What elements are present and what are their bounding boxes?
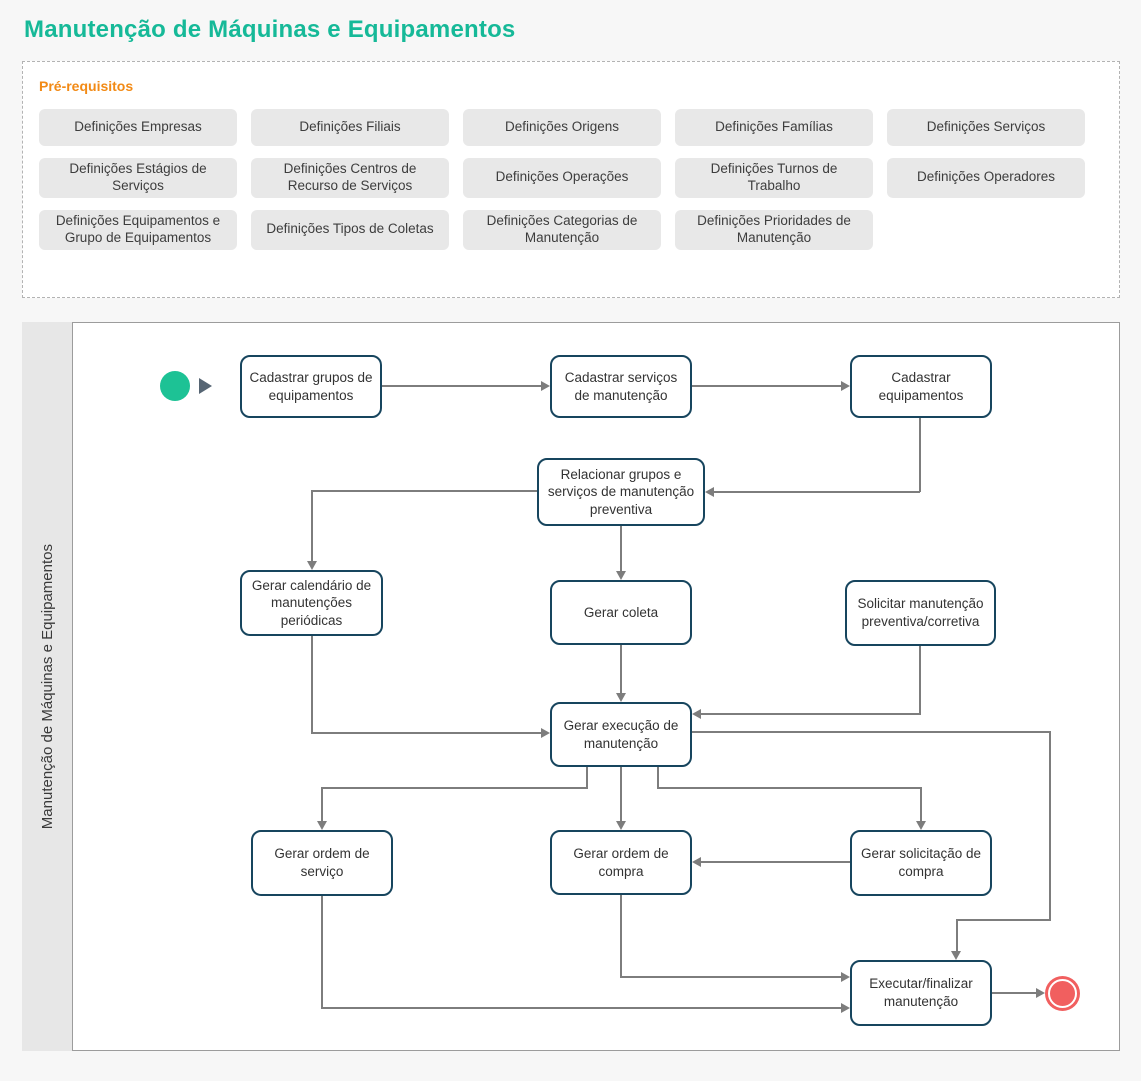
arrowhead-down-icon (616, 821, 626, 830)
arrowhead-down-icon (317, 821, 327, 830)
connector-line (692, 731, 1051, 733)
prereq-button-definicoes-filiais[interactable]: Definições Filiais (251, 109, 449, 146)
connector-line (956, 919, 958, 951)
arrowhead-right-icon (1036, 988, 1045, 998)
arrowhead-left-icon (705, 487, 714, 497)
prereq-button-definicoes-servicos[interactable]: Definições Serviços (887, 109, 1085, 146)
flow-node-cadastrar-servicos-manutencao[interactable]: Cadastrar serviços de manutenção (550, 355, 692, 418)
connector-line (992, 992, 1037, 994)
connector-line (957, 919, 1051, 921)
flow-node-cadastrar-equipamentos[interactable]: Cadastrar equipamentos (850, 355, 992, 418)
flow-node-executar-finalizar-manutencao[interactable]: Executar/finalizar manutenção (850, 960, 992, 1026)
flow-node-solicitar-manutencao[interactable]: Solicitar manutenção preventiva/corretiva (845, 580, 996, 646)
connector-line (620, 976, 841, 978)
prereq-button-definicoes-origens[interactable]: Definições Origens (463, 109, 661, 146)
connector-line (620, 526, 622, 571)
connector-line (713, 491, 920, 493)
connector-line (586, 767, 588, 789)
prereq-button-definicoes-centros-de-recurso[interactable]: Definições Centros de Recurso de Serviços (251, 158, 449, 198)
prerequisites-label: Pré-requisitos (39, 78, 134, 94)
connector-line (701, 861, 850, 863)
flowchart-section (22, 322, 1120, 1051)
connector-line (620, 645, 622, 693)
prereq-button-definicoes-turnos-de-trabalho[interactable]: Definições Turnos de Trabalho (675, 158, 873, 198)
connector-line (311, 490, 313, 561)
prereq-button-definicoes-estagios-de-servicos[interactable]: Definições Estágios de Serviços (39, 158, 237, 198)
flow-node-cadastrar-grupos-equipamentos[interactable]: Cadastrar grupos de equipamentos (240, 355, 382, 418)
connector-line (382, 385, 541, 387)
connector-line (311, 732, 541, 734)
connector-line (657, 767, 659, 789)
arrowhead-down-icon (307, 561, 317, 570)
arrowhead-left-icon (692, 709, 701, 719)
prereq-button-definicoes-operadores[interactable]: Definições Operadores (887, 158, 1085, 198)
arrowhead-right-icon (841, 972, 850, 982)
arrowhead-down-icon (616, 693, 626, 702)
flowchart-canvas (72, 322, 1120, 1051)
arrowhead-right-icon (841, 381, 850, 391)
end-event-ring (1048, 979, 1077, 1008)
connector-line (321, 787, 323, 821)
swimlane-strip (22, 322, 72, 1051)
connector-line (920, 787, 922, 821)
prereq-button-definicoes-prioridades-manutencao[interactable]: Definições Prioridades de Manutenção (675, 210, 873, 250)
connector-line (692, 385, 841, 387)
end-event-icon (1045, 976, 1080, 1011)
connector-line (1049, 731, 1051, 921)
connector-line (620, 895, 622, 978)
connector-line (321, 787, 588, 789)
connector-line (311, 636, 313, 733)
start-event-icon (160, 371, 190, 401)
arrowhead-right-icon (841, 1003, 850, 1013)
flow-node-relacionar-grupos-servicos[interactable]: Relacionar grupos e serviços de manutenção preventiva (537, 458, 705, 526)
arrowhead-down-icon (951, 951, 961, 960)
prereq-button-definicoes-empresas[interactable]: Definições Empresas (39, 109, 237, 146)
flow-node-gerar-calendario[interactable]: Gerar calendário de manutenções periódicas (240, 570, 383, 636)
flow-node-gerar-execucao-manutencao[interactable]: Gerar execução de manutenção (550, 702, 692, 767)
prereq-button-definicoes-tipos-de-coletas[interactable]: Definições Tipos de Coletas (251, 210, 449, 250)
connector-line (321, 1007, 841, 1009)
flow-node-gerar-coleta[interactable]: Gerar coleta (550, 580, 692, 645)
connector-line (620, 767, 622, 821)
flow-node-gerar-ordem-compra[interactable]: Gerar ordem de compra (550, 830, 692, 895)
prereq-button-definicoes-operacoes[interactable]: Definições Operações (463, 158, 661, 198)
connector-line (312, 490, 537, 492)
prereq-button-definicoes-familias[interactable]: Definições Famílias (675, 109, 873, 146)
prerequisites-panel (22, 61, 1120, 298)
prereq-button-definicoes-equipamentos-grupos[interactable]: Definições Equipamentos e Grupo de Equipamentos (39, 210, 237, 250)
connector-line (701, 713, 921, 715)
prerequisites-grid (39, 109, 1085, 250)
page-title: Manutenção de Máquinas e Equipamentos (24, 16, 516, 43)
connector-line (321, 896, 323, 1009)
swimlane-label: Manutenção de Máquinas e Equipamentos (38, 543, 56, 830)
play-triangle-icon (199, 378, 212, 394)
connector-line (919, 418, 921, 492)
arrowhead-right-icon (541, 728, 550, 738)
arrowhead-left-icon (692, 857, 701, 867)
arrowhead-down-icon (616, 571, 626, 580)
prereq-button-definicoes-categorias-manutencao[interactable]: Definições Categorias de Manutenção (463, 210, 661, 250)
arrowhead-right-icon (541, 381, 550, 391)
flow-node-gerar-ordem-servico[interactable]: Gerar ordem de serviço (251, 830, 393, 896)
connector-line (657, 787, 922, 789)
arrowhead-down-icon (916, 821, 926, 830)
connector-line (919, 646, 921, 714)
flow-node-gerar-solicitacao-compra[interactable]: Gerar solicitação de compra (850, 830, 992, 896)
